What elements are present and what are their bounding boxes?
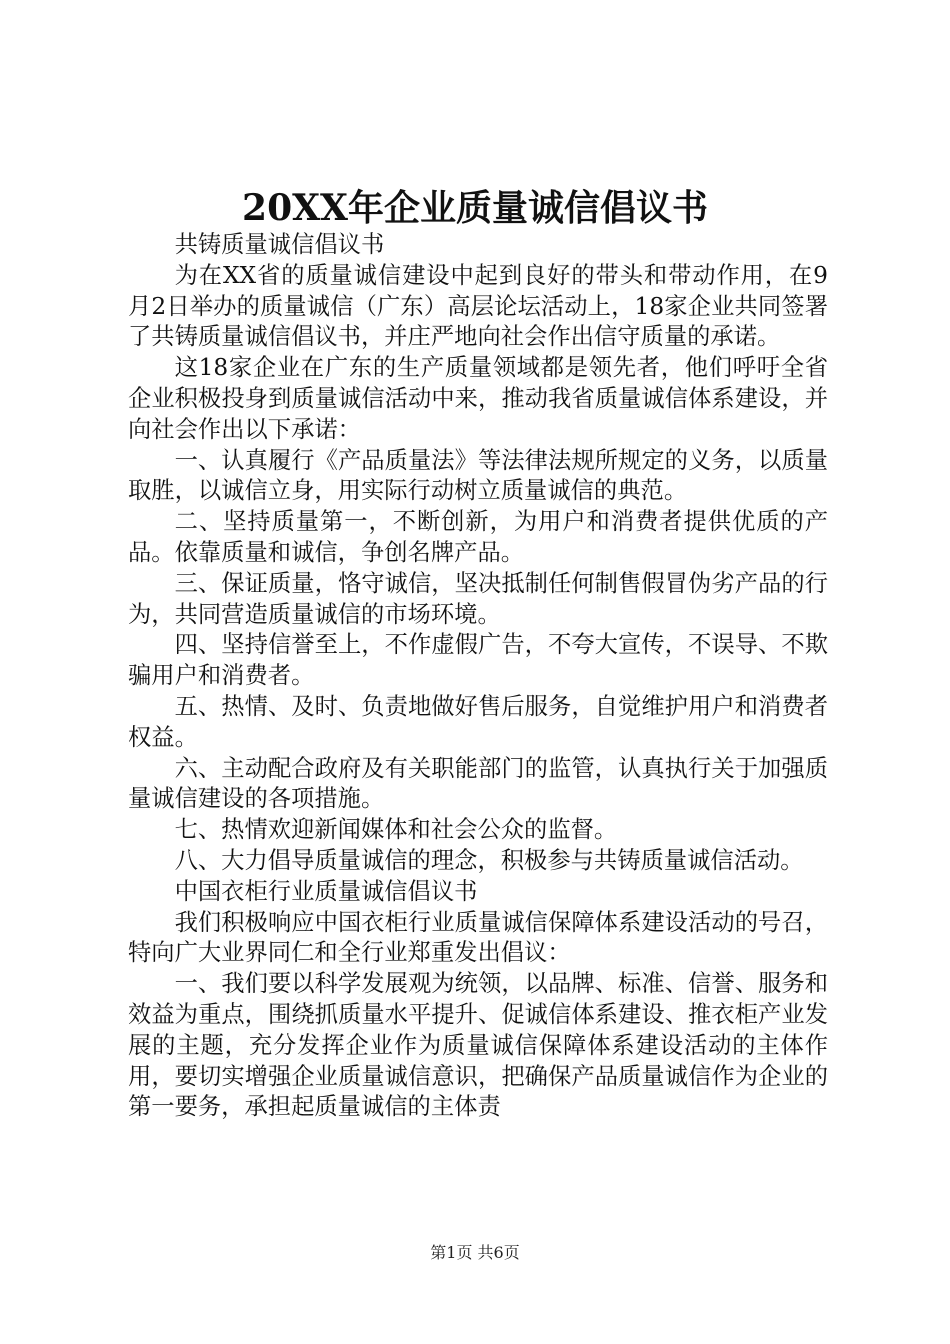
paragraph-item: 四、坚持信誉至上，不作虚假广告，不夸大宣传，不误导、不欺骗用户和消费者。 — [128, 631, 828, 690]
paragraph-item: 一、我们要以科学发展观为统领，以品牌、标准、信誉、服务和效益为重点，围绕抓质量水平提升、促诚信体系建设、推衣柜产业发展的主题，充分发挥企业作为质量诚信保障体系建设活动的主体作用，要切实增强企业质量诚信意识，把确保产品质量诚信作为企业的第一要务，承担起质量诚信的主体责 — [128, 970, 828, 1121]
paragraph: 这18家企业在广东的生产质量领域都是领先者，他们呼吁全省企业积极投身到质量诚信活动中来，推动我省质量诚信体系建设，并向社会作出以下承诺： — [128, 354, 828, 443]
paragraph-item: 二、坚持质量第一，不断创新，为用户和消费者提供优质的产品。依靠质量和诚信，争创名牌产品。 — [128, 508, 828, 566]
paragraph-heading-1: 共铸质量诚信倡议书 — [174, 231, 385, 258]
paragraph-item: 三、保证质量，恪守诚信，坚决抵制任何制售假冒伪劣产品的行为，共同营造质量诚信的市场环境。 — [128, 569, 828, 628]
paragraph-item: 五、热情、及时、负责地做好售后服务，自觉维护用户和消费者权益。 — [128, 692, 828, 751]
document-body — [128, 230, 828, 1123]
document-title: 20XX年企业质量诚信倡议书 — [242, 187, 708, 229]
paragraph-item: 六、主动配合政府及有关职能部门的监管，认真执行关于加强质量诚信建设的各项措施。 — [128, 754, 828, 813]
paragraph-item: 一、认真履行《产品质量法》等法律法规所规定的义务，以质量取胜，以诚信立身，用实际行动树立质量诚信的典范。 — [128, 446, 828, 505]
paragraph: 为在XX省的质量诚信建设中起到良好的带头和带动作用，在9月2日举办的质量诚信（广东）高层论坛活动上，18家企业共同签署了共铸质量诚信倡议书，并庄严地向社会作出信守质量的承诺。 — [128, 261, 828, 351]
page-footer: 第1页 共6页 — [430, 1243, 520, 1262]
paragraph-item: 七、热情欢迎新闻媒体和社会公众的监督。 — [174, 816, 618, 844]
paragraph: 我们积极响应中国衣柜行业质量诚信保障体系建设活动的号召，特向广大业界同仁和全行业郑重发出倡议： — [128, 908, 828, 967]
paragraph-heading-2: 中国衣柜行业质量诚信倡议书 — [174, 877, 478, 905]
paragraph-item: 八、大力倡导质量诚信的理念，积极参与共铸质量诚信活动。 — [174, 846, 804, 874]
